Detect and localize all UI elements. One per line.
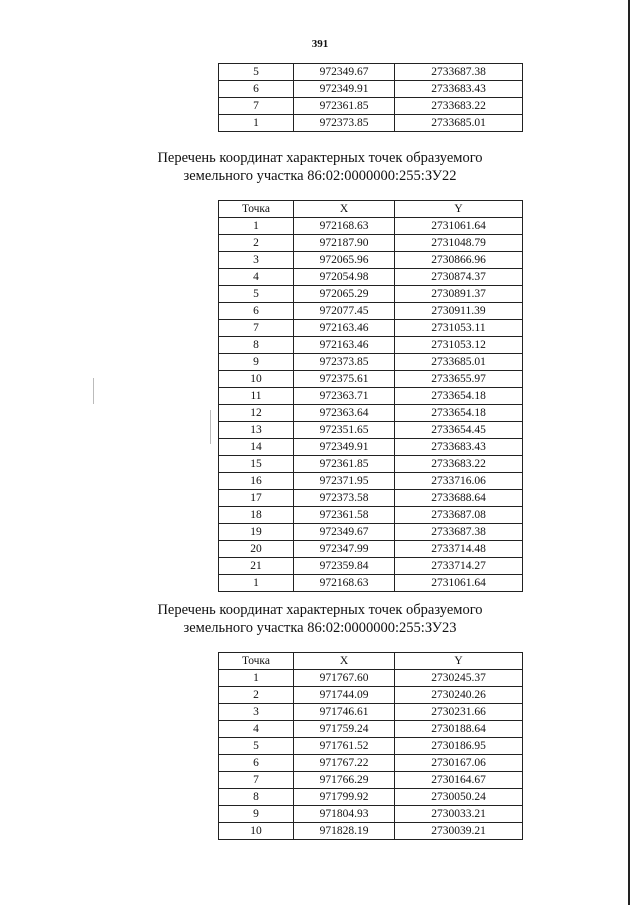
table-row bbox=[219, 687, 523, 704]
cell-y: 2733687.38 bbox=[395, 524, 523, 541]
heading-line: земельного участка 86:02:0000000:255:ЗУ22 bbox=[183, 168, 457, 184]
heading-line: Перечень координат характерных точек образуемого bbox=[157, 602, 483, 618]
table-row bbox=[219, 738, 523, 755]
table-row bbox=[219, 218, 523, 235]
cell-x: 972363.71 bbox=[294, 388, 395, 405]
table-row bbox=[219, 558, 523, 575]
table-row bbox=[219, 354, 523, 371]
cell-y: 2730186.95 bbox=[395, 738, 523, 755]
cell-x: 972163.46 bbox=[294, 337, 395, 354]
column-header-x: X bbox=[294, 201, 395, 218]
cell-y: 2733687.08 bbox=[395, 507, 523, 524]
cell-x: 972065.29 bbox=[294, 286, 395, 303]
cell-x: 972077.45 bbox=[294, 303, 395, 320]
table-body bbox=[219, 218, 523, 592]
coordinates-table-continued bbox=[218, 63, 523, 132]
heading-line: земельного участка 86:02:0000000:255:ЗУ23 bbox=[183, 620, 457, 636]
cell-point: 1 bbox=[219, 575, 294, 592]
table-row bbox=[219, 721, 523, 738]
cell-point: 5 bbox=[219, 64, 294, 81]
table-row bbox=[219, 456, 523, 473]
table-row bbox=[219, 806, 523, 823]
table-row bbox=[219, 388, 523, 405]
cell-point: 12 bbox=[219, 405, 294, 422]
cell-point: 1 bbox=[219, 115, 294, 132]
column-header-x: X bbox=[294, 653, 395, 670]
page-edge-line bbox=[628, 0, 630, 905]
table-row bbox=[219, 575, 523, 592]
cell-y: 2730050.24 bbox=[395, 789, 523, 806]
cell-point: 1 bbox=[219, 218, 294, 235]
cell-x: 972065.96 bbox=[294, 252, 395, 269]
cell-y: 2730039.21 bbox=[395, 823, 523, 840]
table-row bbox=[219, 704, 523, 721]
heading-line: Перечень координат характерных точек образуемого bbox=[157, 150, 483, 166]
table-row bbox=[219, 439, 523, 456]
cell-point: 6 bbox=[219, 755, 294, 772]
table-row bbox=[219, 64, 523, 81]
cell-x: 972373.85 bbox=[294, 115, 395, 132]
table-row bbox=[219, 524, 523, 541]
cell-point: 18 bbox=[219, 507, 294, 524]
cell-y: 2731053.12 bbox=[395, 337, 523, 354]
cell-x: 972359.84 bbox=[294, 558, 395, 575]
cell-y: 2730911.39 bbox=[395, 303, 523, 320]
cell-y: 2733654.18 bbox=[395, 388, 523, 405]
cell-point: 8 bbox=[219, 789, 294, 806]
cell-y: 2730874.37 bbox=[395, 269, 523, 286]
cell-x: 972373.85 bbox=[294, 354, 395, 371]
coordinates-table-zu22 bbox=[218, 200, 523, 592]
cell-point: 7 bbox=[219, 320, 294, 337]
cell-y: 2733683.22 bbox=[395, 98, 523, 115]
table-body bbox=[219, 64, 523, 132]
cell-y: 2733683.43 bbox=[395, 81, 523, 98]
table-row bbox=[219, 789, 523, 806]
section-heading-zu22 bbox=[0, 149, 640, 185]
cell-x: 971804.93 bbox=[294, 806, 395, 823]
cell-x: 972371.95 bbox=[294, 473, 395, 490]
cell-y: 2730167.06 bbox=[395, 755, 523, 772]
column-header-y: Y bbox=[395, 201, 523, 218]
table-row bbox=[219, 371, 523, 388]
cell-point: 17 bbox=[219, 490, 294, 507]
cell-x: 972168.63 bbox=[294, 218, 395, 235]
table-header bbox=[219, 653, 523, 670]
cell-x: 971759.24 bbox=[294, 721, 395, 738]
cell-y: 2731061.64 bbox=[395, 575, 523, 592]
scan-artifact bbox=[210, 410, 211, 444]
cell-x: 972349.91 bbox=[294, 81, 395, 98]
cell-point: 5 bbox=[219, 286, 294, 303]
coordinates-table-zu23 bbox=[218, 652, 523, 840]
table-row bbox=[219, 490, 523, 507]
cell-x: 971761.52 bbox=[294, 738, 395, 755]
column-header-point: Точка bbox=[219, 201, 294, 218]
cell-x: 972351.65 bbox=[294, 422, 395, 439]
cell-y: 2731053.11 bbox=[395, 320, 523, 337]
table-row bbox=[219, 473, 523, 490]
cell-point: 3 bbox=[219, 704, 294, 721]
cell-y: 2733714.48 bbox=[395, 541, 523, 558]
cell-point: 7 bbox=[219, 98, 294, 115]
cell-y: 2730866.96 bbox=[395, 252, 523, 269]
cell-point: 6 bbox=[219, 303, 294, 320]
table-row bbox=[219, 235, 523, 252]
cell-y: 2733685.01 bbox=[395, 115, 523, 132]
cell-y: 2733685.01 bbox=[395, 354, 523, 371]
cell-point: 4 bbox=[219, 269, 294, 286]
cell-x: 971744.09 bbox=[294, 687, 395, 704]
cell-y: 2733654.18 bbox=[395, 405, 523, 422]
cell-y: 2733688.64 bbox=[395, 490, 523, 507]
cell-point: 9 bbox=[219, 806, 294, 823]
cell-point: 21 bbox=[219, 558, 294, 575]
table-row bbox=[219, 115, 523, 132]
table-row bbox=[219, 337, 523, 354]
table-row bbox=[219, 772, 523, 789]
table-row bbox=[219, 670, 523, 687]
cell-x: 971767.22 bbox=[294, 755, 395, 772]
table-row bbox=[219, 405, 523, 422]
cell-y: 2733654.45 bbox=[395, 422, 523, 439]
cell-point: 16 bbox=[219, 473, 294, 490]
cell-x: 972375.61 bbox=[294, 371, 395, 388]
table-body bbox=[219, 670, 523, 840]
cell-point: 6 bbox=[219, 81, 294, 98]
cell-y: 2733683.22 bbox=[395, 456, 523, 473]
cell-point: 8 bbox=[219, 337, 294, 354]
cell-x: 972349.67 bbox=[294, 64, 395, 81]
cell-point: 20 bbox=[219, 541, 294, 558]
cell-y: 2730033.21 bbox=[395, 806, 523, 823]
cell-x: 972361.85 bbox=[294, 98, 395, 115]
cell-x: 972347.99 bbox=[294, 541, 395, 558]
cell-x: 972373.58 bbox=[294, 490, 395, 507]
cell-point: 11 bbox=[219, 388, 294, 405]
table-row bbox=[219, 823, 523, 840]
scan-artifact bbox=[93, 378, 94, 404]
cell-point: 7 bbox=[219, 772, 294, 789]
cell-x: 971799.92 bbox=[294, 789, 395, 806]
cell-x: 972168.63 bbox=[294, 575, 395, 592]
cell-y: 2730164.67 bbox=[395, 772, 523, 789]
cell-y: 2733683.43 bbox=[395, 439, 523, 456]
table-row bbox=[219, 541, 523, 558]
cell-point: 14 bbox=[219, 439, 294, 456]
page-number: 391 bbox=[311, 38, 329, 50]
cell-y: 2733687.38 bbox=[395, 64, 523, 81]
cell-x: 971767.60 bbox=[294, 670, 395, 687]
section-heading-zu23 bbox=[0, 601, 640, 637]
table-row bbox=[219, 755, 523, 772]
cell-point: 10 bbox=[219, 371, 294, 388]
cell-point: 15 bbox=[219, 456, 294, 473]
table-row bbox=[219, 320, 523, 337]
cell-x: 971766.29 bbox=[294, 772, 395, 789]
cell-y: 2730231.66 bbox=[395, 704, 523, 721]
cell-point: 3 bbox=[219, 252, 294, 269]
table-row bbox=[219, 286, 523, 303]
table-row bbox=[219, 81, 523, 98]
cell-point: 10 bbox=[219, 823, 294, 840]
cell-x: 972361.58 bbox=[294, 507, 395, 524]
table-row bbox=[219, 252, 523, 269]
cell-y: 2730240.26 bbox=[395, 687, 523, 704]
cell-point: 13 bbox=[219, 422, 294, 439]
cell-y: 2731061.64 bbox=[395, 218, 523, 235]
cell-y: 2730891.37 bbox=[395, 286, 523, 303]
cell-y: 2733655.97 bbox=[395, 371, 523, 388]
column-header-y: Y bbox=[395, 653, 523, 670]
header-row bbox=[219, 201, 523, 218]
table-row bbox=[219, 507, 523, 524]
cell-y: 2733714.27 bbox=[395, 558, 523, 575]
table-row bbox=[219, 422, 523, 439]
cell-point: 5 bbox=[219, 738, 294, 755]
cell-point: 2 bbox=[219, 235, 294, 252]
cell-x: 972187.90 bbox=[294, 235, 395, 252]
cell-x: 972163.46 bbox=[294, 320, 395, 337]
table-row bbox=[219, 303, 523, 320]
cell-x: 972361.85 bbox=[294, 456, 395, 473]
cell-y: 2730245.37 bbox=[395, 670, 523, 687]
cell-point: 2 bbox=[219, 687, 294, 704]
cell-x: 972349.91 bbox=[294, 439, 395, 456]
cell-x: 971828.19 bbox=[294, 823, 395, 840]
cell-y: 2730188.64 bbox=[395, 721, 523, 738]
cell-x: 972349.67 bbox=[294, 524, 395, 541]
table-row bbox=[219, 269, 523, 286]
cell-x: 972363.64 bbox=[294, 405, 395, 422]
cell-point: 9 bbox=[219, 354, 294, 371]
table-header bbox=[219, 201, 523, 218]
cell-point: 1 bbox=[219, 670, 294, 687]
cell-y: 2733716.06 bbox=[395, 473, 523, 490]
table-row bbox=[219, 98, 523, 115]
cell-point: 4 bbox=[219, 721, 294, 738]
cell-point: 19 bbox=[219, 524, 294, 541]
column-header-point: Точка bbox=[219, 653, 294, 670]
cell-x: 972054.98 bbox=[294, 269, 395, 286]
header-row bbox=[219, 653, 523, 670]
cell-y: 2731048.79 bbox=[395, 235, 523, 252]
cell-x: 971746.61 bbox=[294, 704, 395, 721]
